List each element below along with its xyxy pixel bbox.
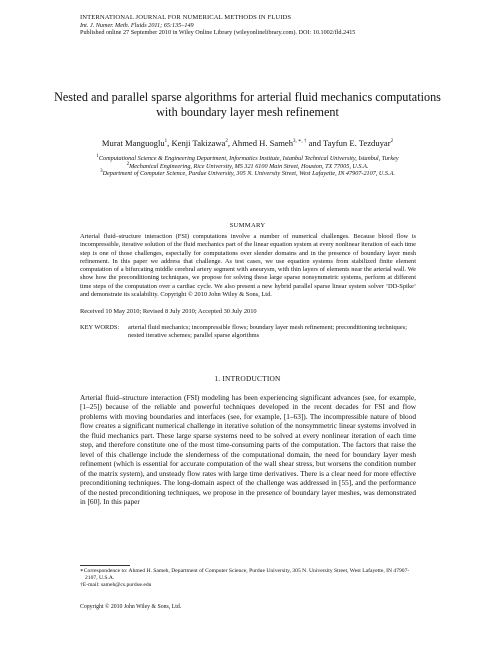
footnote-rule xyxy=(80,565,130,566)
published-line: Published online 27 September 2010 in Wiley Online Library (wileyonlinelibrary.com). DOI: 10.1002/fld.2415 xyxy=(80,29,356,37)
affiliation-item xyxy=(70,155,425,163)
affiliation-text: Department of Computer Science, Purdue University, 305 N. University Street, West Lafayette, IN 47907-2107, U.S.A. xyxy=(102,170,395,178)
keywords-text: arterial fluid mechanics; incompressible flows; boundary layer mesh refinement; preconditioning techniques; nested iterative schemes; parallel sparse algorithms xyxy=(128,324,407,339)
footnote-email: †E-mail: sameh@cs.purdue.edu xyxy=(80,582,152,588)
journal-header xyxy=(80,14,480,37)
author-separator: , xyxy=(167,138,172,148)
affiliation-sup: 3 xyxy=(100,169,103,175)
author-separator: , xyxy=(227,138,232,148)
author-list xyxy=(40,138,455,148)
copyright-line: Copyright © 2010 John Wiley & Sons, Ltd. xyxy=(80,604,182,610)
paper-title: Nested and parallel sparse algorithms for arterial fluid mechanics computations with boundary layer mesh refinement xyxy=(54,90,441,119)
affiliation-list xyxy=(70,155,425,178)
author-name: Tayfun E. Tezduyar xyxy=(323,138,391,148)
footnotes xyxy=(80,568,416,589)
affiliation-item xyxy=(70,170,425,178)
summary-text: Arterial fluid–structure interaction (FSI) computations involve a number of numerical challenges. Because blood flow is incompressible, iterative solution of the fluid mechanics part of the linear equation system at every nonlinear iteration of each time step is one of those challenges, especially for computations over slender domains and in the presence of boundary layer mesh refinement. In this paper we address that challenge. As test cases, we use equation systems from stabilized finite element computation of a bifurcating middle cerebral artery segment with aneurysm, with thin layers of elements near the arterial wall. We show how the preconditioning techniques, we propose for solving these large sparse nonsymmetric systems, perform at different time steps of the computation over a cardiac cycle. We also present a new hybrid parallel sparse linear system solver ‘DD-Spike’ and demonstrate its scalability. Copyright © 2010 John Wiley & Sons, Ltd. xyxy=(80,233,416,299)
journal-name: INTERNATIONAL JOURNAL FOR NUMERICAL METHODS IN FLUIDS xyxy=(80,14,292,21)
keywords-label: KEY WORDS: xyxy=(80,324,120,331)
affiliation-text: Computational Science & Engineering Department, Informatics Institute, Istanbul Technical University, Istanbul, Turkey xyxy=(98,155,399,162)
author-name: Murat Manguoglu xyxy=(101,138,165,148)
affiliation-text: Mechanical Engineering, Rice University, MS 321 6100 Main Street, Houston, TX 77005, U.S.A. xyxy=(129,162,369,170)
summary-heading: SUMMARY xyxy=(229,222,266,229)
affiliation-sup: 2 xyxy=(126,161,130,167)
keywords-block xyxy=(80,324,416,340)
affiliation-sup: 1 xyxy=(96,153,99,159)
introduction-text: Arterial fluid–structure interaction (FSI) modeling has been experiencing significant advances (see, for example, [1–25]) because of the reliable and powerful techniques developed in the recent decades for FSI and flow problems with moving boundaries and interfaces (see, for example, [1–63]). The incompressible nature of blood flow creates a significant numerical challenge in iterative solution of the nonsymmetric linear systems involved in the fluid mechanics part. These large sparse systems need to be solved at every nonlinear iteration of each time step, and therefore constitute one of the most time-consuming parts of the computation. The factors that raise the level of this challenge include the slenderness of the computational domain, the need for boundary layer mesh refinement (which is essential for accurate computation of the wall shear stress, but worsens the condition number of the matrix system), and unsteady flow rates with large time derivatives. There is a clear need for more effective preconditioning techniques. The long-domain aspect of the challenge was addressed in [55], and the performance of the nested preconditioning techniques, we propose in the presence of boundary layer meshes, was demonstrated in [60]. In this paper xyxy=(80,393,416,506)
footnote-correspondence: ∗Correspondence to: Ahmed H. Sameh, Department of Computer Science, Purdue University, 305 N. University Street, West Lafayette, IN 47907-2107, U.S.A. xyxy=(80,568,410,581)
author-sup: 1 xyxy=(164,139,168,145)
citation-line: Int. J. Numer. Meth. Fluids 2011; 65:135–149 xyxy=(80,21,194,29)
received-dates: Received 10 May 2010; Revised 8 July 2010; Accepted 30 July 2010 xyxy=(80,308,257,315)
author-separator: and xyxy=(306,138,323,148)
author-sup: 2 xyxy=(390,139,394,145)
author-name: Ahmed H. Sameh xyxy=(231,138,294,148)
section-heading: 1. INTRODUCTION xyxy=(214,374,281,383)
author-name: Kenji Takizawa xyxy=(171,138,226,148)
author-sup: 3, ∗, † xyxy=(293,139,307,145)
author-sup: 2 xyxy=(225,139,228,145)
